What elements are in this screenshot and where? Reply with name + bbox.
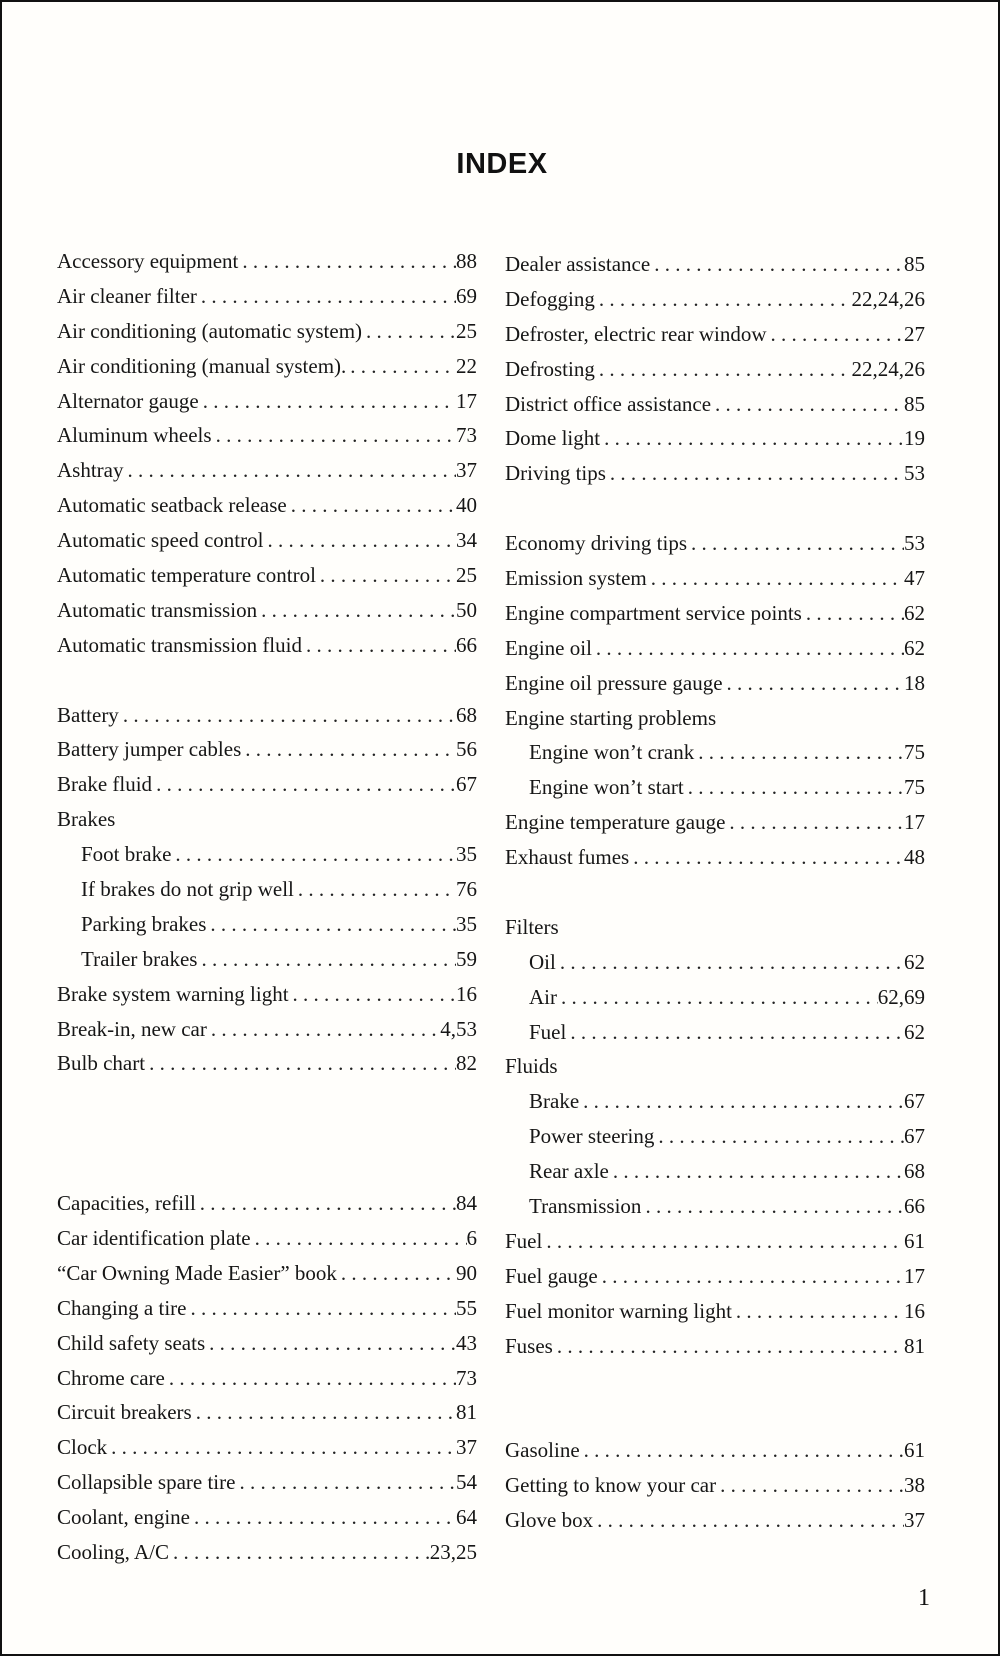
dot-leader [553,1329,904,1364]
page-title: INDEX [456,148,548,180]
index-entry [505,1049,925,1084]
index-spacer [505,875,925,910]
dot-leader [152,767,456,802]
dot-leader [119,698,456,733]
index-entry [57,1395,477,1430]
index-term: Fuel monitor warning light [505,1298,732,1323]
index-page-ref: 37 [456,458,477,483]
index-term: Brake [529,1089,580,1114]
index-page-ref: 75 [904,740,925,765]
index-term: Engine won’t start [529,775,684,800]
index-term: Ashtray [57,458,124,483]
index-term: Chrome care [57,1365,165,1390]
index-subentry [505,1189,925,1224]
index-page-ref: 62 [904,949,925,974]
index-entry [57,698,477,733]
index-entry [57,418,477,453]
index-page-ref: 59 [456,946,477,971]
dot-leader [241,732,456,767]
index-term: Fuel [505,1228,543,1253]
index-term: Automatic seatback release [57,493,287,518]
index-spacer [505,491,925,526]
index-page-ref: 62 [904,1019,925,1044]
index-page-ref: 22 [456,353,477,378]
index-page-ref: 35 [456,842,477,867]
dot-leader [337,1256,456,1291]
index-page-ref: 40 [456,493,477,518]
dot-leader [802,596,904,631]
dot-leader [542,1224,904,1259]
index-entry [505,1294,925,1329]
index-entry [57,1012,477,1047]
index-entry [57,244,477,279]
index-subentry [57,837,477,872]
index-entry [57,802,477,837]
index-entry [505,561,925,596]
index-term: Air conditioning (manual system). [57,353,347,378]
index-entry [57,1326,477,1361]
dot-leader [206,907,456,942]
index-term: Capacities, refill [57,1191,196,1216]
index-page-ref: 48 [904,845,925,870]
index-term: Exhaust fumes [505,845,630,870]
index-page-ref: 67 [456,772,477,797]
index-page-ref: 64 [456,1505,477,1530]
index-page-ref: 61 [904,1228,925,1253]
index-entry [57,1500,477,1535]
index-entry [57,628,477,663]
index-page-ref: 55 [456,1295,477,1320]
index-subentry [505,980,925,1015]
index-entry [505,1259,925,1294]
index-entry [505,526,925,561]
index-term: Dealer assistance [505,252,651,276]
dot-leader [251,1221,467,1256]
dot-leader [556,945,904,980]
index-term: Brakes [57,807,116,832]
index-spacer [57,1081,477,1116]
dot-leader [579,1084,904,1119]
index-page-ref: 81 [456,1400,477,1425]
index-term: Cooling, A/C [57,1539,170,1564]
dot-leader [197,942,456,977]
dot-leader [263,523,456,558]
dot-leader [650,247,904,282]
index-term: Parking brakes [81,911,207,936]
index-page-ref: 66 [904,1194,925,1219]
index-entry [57,1535,477,1570]
dot-leader [767,317,904,352]
index-term: Aluminum wheels [57,423,212,448]
index-term: Getting to know your car [505,1473,717,1498]
index-entry [505,1468,925,1503]
index-page-ref: 82 [456,1051,477,1076]
dot-leader [580,1433,904,1468]
index-page-ref: 90 [456,1260,477,1285]
index-page-ref: 56 [456,737,477,762]
page-number: 1 [918,1585,930,1611]
index-term: Battery [57,702,119,727]
index-page-ref: 66 [456,632,477,657]
index-spacer [57,1151,477,1186]
index-entry [57,1361,477,1396]
dot-leader [598,1259,904,1294]
index-entry [505,1329,925,1364]
index-entry [505,317,925,352]
index-term: Fluids [505,1054,558,1079]
index-page-ref: 16 [904,1298,925,1323]
dot-leader [606,456,904,491]
dot-leader [294,872,456,907]
index-page-ref: 61 [904,1438,925,1463]
index-page-ref: 37 [904,1508,925,1533]
index-entry [57,1465,477,1500]
index-entry [57,732,477,767]
index-spacer [57,663,477,698]
dot-leader [190,1500,456,1535]
dot-leader [124,453,457,488]
dot-leader [732,1294,904,1329]
index-page-ref: 34 [456,528,477,553]
dot-leader [600,421,904,456]
index-page-ref: 62,69 [877,984,925,1009]
index-subentry [505,945,925,980]
dot-leader [197,279,456,314]
index-term: Trailer brakes [81,946,198,971]
index-term: Fuses [505,1333,553,1358]
index-entry [505,282,925,317]
index-entry [57,977,477,1012]
dot-leader [723,666,904,701]
dot-leader [711,387,904,422]
index-term: Engine temperature gauge [505,810,726,835]
index-term: Fuel [529,1019,567,1044]
index-term: Defrosting [505,356,595,381]
index-page-ref: 19 [904,426,925,451]
index-page-ref: 23,25 [429,1539,477,1564]
index-page-ref: 25 [456,563,477,588]
index-subentry [505,770,925,805]
index-subentry [57,872,477,907]
index-page-ref: 53 [904,461,925,486]
dot-leader [169,1535,430,1570]
dot-leader [716,1468,904,1503]
index-entry [57,279,477,314]
index-page-ref: 17 [904,810,925,835]
index-term: Engine starting problems [505,705,717,730]
index-term: Circuit breakers [57,1400,192,1425]
dot-leader [302,628,456,663]
index-page-ref: 25 [456,318,477,343]
index-term: Filters [505,914,559,939]
index-term: Economy driving tips [505,531,687,556]
index-entry [505,1433,925,1468]
index-term: Alternator gauge [57,388,199,413]
index-page-ref: 37 [456,1435,477,1460]
index-entry [57,1186,477,1221]
dot-leader [595,282,852,317]
dot-leader [212,418,456,453]
index-column-right [505,247,925,1538]
index-page-ref: 68 [904,1159,925,1184]
index-term: Break-in, new car [57,1016,207,1041]
index-term: Brake fluid [57,772,153,797]
dot-leader [289,977,456,1012]
index-term: Emission system [505,566,647,591]
dot-leader [641,1189,904,1224]
dot-leader [694,735,904,770]
index-page-ref: 53 [904,531,925,556]
index-entry [57,453,477,488]
index-term: Accessory equipment [57,249,239,273]
index-term: Automatic temperature control [57,563,316,588]
dot-leader [687,526,904,561]
index-page-ref: 50 [456,597,477,622]
index-page-ref: 4,53 [440,1016,477,1041]
dot-leader [684,770,904,805]
index-term: Clock [57,1435,108,1460]
dot-leader [235,1465,456,1500]
dot-leader [346,349,456,384]
index-term: Automatic speed control [57,528,264,553]
dot-leader [654,1119,904,1154]
index-term: Power steering [529,1124,655,1149]
index-term: Engine won’t crank [529,740,695,765]
index-spacer [505,1398,925,1433]
index-page-ref: 73 [456,423,477,448]
index-entry [57,1046,477,1081]
index-term: Gasoline [505,1438,580,1463]
index-page-ref: 88 [456,249,477,273]
index-entry [505,421,925,456]
index-term: “Car Owning Made Easier” book [57,1260,337,1285]
dot-leader [196,1186,456,1221]
index-term: If brakes do not grip well [81,877,294,902]
index-term: Brake system warning light [57,981,289,1006]
index-page-ref: 68 [456,702,477,727]
index-entry [57,767,477,802]
index-entry [57,558,477,593]
index-page-ref: 6 [466,1225,477,1250]
index-page-ref: 67 [904,1124,925,1149]
index-subentry [505,1084,925,1119]
index-term: Foot brake [81,842,172,867]
index-term: Dome light [505,426,601,451]
index-page-ref: 17 [456,388,477,413]
index-term: Battery jumper cables [57,737,242,762]
index-term: Oil [529,949,556,974]
index-term: Rear axle [529,1159,609,1184]
dot-leader [186,1291,456,1326]
dot-leader [647,561,904,596]
index-entry [57,384,477,419]
dot-leader [595,352,852,387]
index-page-ref: 81 [904,1333,925,1358]
index-page-ref: 85 [904,252,925,276]
index-entry [505,840,925,875]
index-subentry [57,942,477,977]
dot-leader [238,244,456,279]
dot-leader [592,631,904,666]
dot-leader [629,840,904,875]
index-entry [505,666,925,701]
index-entry [57,488,477,523]
index-term: Automatic transmission [57,597,258,622]
index-spacer [57,1116,477,1151]
index-entry [505,910,925,945]
index-entry [57,1256,477,1291]
index-page-ref: 43 [456,1330,477,1355]
index-term: Air cleaner filter [57,283,197,308]
index-page-ref: 22,24,26 [851,286,925,311]
index-page-ref: 54 [456,1470,477,1495]
index-term: Air [529,984,557,1009]
dot-leader [287,488,456,523]
index-page-ref: 27 [904,321,925,346]
index-entry [57,349,477,384]
dot-leader [145,1046,456,1081]
index-subentry [57,907,477,942]
index-entry [57,1430,477,1465]
index-term: Air conditioning (automatic system) [57,318,363,343]
index-term: Glove box [505,1508,594,1533]
dot-leader [316,558,456,593]
index-entry [57,1291,477,1326]
index-term: District office assistance [505,391,712,416]
dot-leader [257,593,456,628]
index-term: Automatic transmission fluid [57,632,302,657]
dot-leader [165,1361,456,1396]
index-entry [505,701,925,736]
index-term: Engine oil pressure gauge [505,670,723,695]
index-subentry [505,1119,925,1154]
index-page-ref: 73 [456,1365,477,1390]
dot-leader [199,384,456,419]
index-entry [57,593,477,628]
index-page-ref: 35 [456,911,477,936]
index-entry [57,1221,477,1256]
index-term: Changing a tire [57,1295,187,1320]
dot-leader [207,1012,440,1047]
index-page-ref: 47 [904,566,925,591]
index-column-left [57,244,477,1570]
index-entry [505,805,925,840]
index-spacer [505,1364,925,1399]
dot-leader [192,1395,456,1430]
index-entry [505,631,925,666]
index-term: Defroster, electric rear window [505,321,767,346]
dot-leader [725,805,904,840]
index-term: Coolant, engine [57,1505,190,1530]
index-entry [505,352,925,387]
index-subentry [505,1015,925,1050]
index-entry [57,314,477,349]
index-term: Driving tips [505,461,606,486]
dot-leader [205,1326,456,1361]
index-entry [505,1224,925,1259]
dot-leader [593,1503,904,1538]
index-entry [505,387,925,422]
index-term: Car identification plate [57,1225,251,1250]
index-term: Engine oil [505,635,592,660]
dot-leader [362,314,456,349]
index-term: Collapsible spare tire [57,1470,236,1495]
index-entry [505,247,925,282]
index-page-ref: 76 [456,877,477,902]
dot-leader [557,980,878,1015]
index-term: Transmission [529,1194,642,1219]
index-subentry [505,735,925,770]
index-term: Child safety seats [57,1330,206,1355]
index-page-ref: 84 [456,1191,477,1216]
index-term: Bulb chart [57,1051,146,1076]
index-subentry [505,1154,925,1189]
index-page-ref: 22,24,26 [851,356,925,381]
index-page-ref: 69 [456,283,477,308]
index-page-ref: 75 [904,775,925,800]
index-page-ref: 18 [904,670,925,695]
index-page-ref: 16 [456,981,477,1006]
dot-leader [107,1430,456,1465]
index-entry [57,523,477,558]
index-page-ref: 38 [904,1473,925,1498]
dot-leader [171,837,456,872]
dot-leader [609,1154,904,1189]
dot-leader [566,1015,904,1050]
index-page-ref: 17 [904,1263,925,1288]
index-page-ref: 85 [904,391,925,416]
index-entry [505,456,925,491]
index-term: Defogging [505,286,595,311]
index-entry [505,1503,925,1538]
index-page-ref: 62 [904,600,925,625]
index-page-ref: 62 [904,635,925,660]
index-term: Engine compartment service points [505,600,802,625]
index-term: Fuel gauge [505,1263,598,1288]
index-page-ref: 67 [904,1089,925,1114]
index-entry [505,596,925,631]
